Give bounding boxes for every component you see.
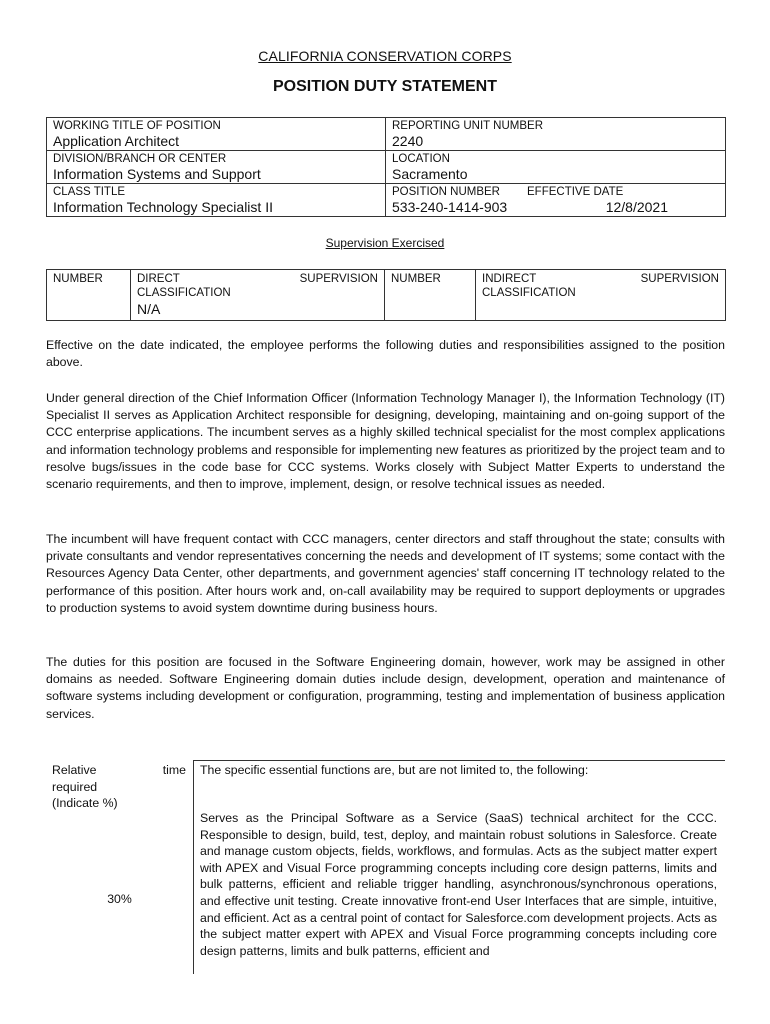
number-label: NUMBER bbox=[53, 273, 103, 285]
relative-label: Relative bbox=[52, 763, 97, 777]
indirect-supervision-label: SUPERVISION bbox=[640, 273, 719, 285]
reporting-unit-label: REPORTING UNIT NUMBER bbox=[392, 120, 544, 132]
duties-top-rule bbox=[194, 760, 725, 761]
direct-label: DIRECT bbox=[137, 273, 180, 285]
direct-classification-label: CLASSIFICATION bbox=[137, 287, 231, 299]
class-title-cell bbox=[47, 184, 386, 217]
indirect-classification-label: CLASSIFICATION bbox=[482, 287, 576, 299]
supervision-heading: Supervision Exercised bbox=[325, 236, 445, 250]
number2-header bbox=[385, 270, 476, 321]
position-date-values bbox=[392, 199, 725, 216]
indirect-label: INDIRECT bbox=[482, 273, 537, 285]
position-number-cell bbox=[386, 184, 726, 217]
paragraph-general-direction: Under general direction of the Chief Information Officer (Information Technology Manager I), the Information Technology (IT) Specialist II serves as Application Architect responsible for designing, developing, maintaining and on-going support of the CCC enterprise applications. The incumbent serves as a highly skilled technical specialist for the most complex applications and information technology problems and responsible for implementing new features as prioritized by the project team and to resolve bugs/issues in the code base for CCC systems. Works closely with Subject Matter Experts to understand the scenario requirements, and then to improve, implement, design, or resolve technical issues as needed. bbox=[46, 391, 725, 492]
paragraph-contacts: The incumbent will have frequent contact with CCC managers, center directors and staff throughout the state; consults with private consultants and vendor representatives concerning the needs and development of IT systems; some contact with the Resources Agency Data Center, other departments, and government agencies' staff concerning IT technology related to the performance of this position. After hours work and, on-call availability may be required to support deployments or upgrades to production systems to avoid system downtime during business hours. bbox=[46, 532, 725, 615]
paragraph-effective: Effective on the date indicated, the employee performs the following duties and responsibilities assigned to the position above. bbox=[46, 338, 725, 370]
position-number-label: POSITION NUMBER bbox=[392, 186, 500, 198]
duties-table bbox=[46, 760, 725, 974]
agency-name: CALIFORNIA CONSERVATION CORPS bbox=[258, 48, 512, 64]
paragraph-domain: The duties for this position are focused in the Software Engineering domain, however, work may be assigned in other domains as needed. Software Engineering domain duties include design, development, operation and maintenance of software systems including development or configuration, programming, testing and implementation of business application services. bbox=[46, 655, 725, 721]
direct-supervision-value: N/A bbox=[137, 301, 161, 317]
reporting-unit-value: 2240 bbox=[392, 133, 424, 149]
working-title-label: WORKING TITLE OF POSITION bbox=[53, 120, 221, 132]
class-title-value: Information Technology Specialist II bbox=[53, 199, 273, 215]
position-info-table bbox=[46, 117, 726, 217]
time-label: time bbox=[162, 763, 186, 777]
direct-supervision-cell bbox=[131, 270, 385, 321]
duties-intro: The specific essential functions are, but are not limited to, the following: bbox=[200, 763, 589, 777]
division-label: DIVISION/BRANCH OR CENTER bbox=[53, 153, 227, 165]
working-title-cell bbox=[47, 118, 386, 151]
reporting-unit-cell bbox=[386, 118, 726, 151]
direct-header bbox=[137, 272, 378, 286]
direct-supervision-label: SUPERVISION bbox=[299, 273, 378, 285]
class-title-label: CLASS TITLE bbox=[53, 186, 126, 198]
division-cell bbox=[47, 151, 386, 184]
indicate-label: (Indicate %) bbox=[52, 796, 118, 810]
working-title-value: Application Architect bbox=[53, 133, 180, 149]
indirect-header bbox=[482, 272, 719, 286]
effective-date-value: 12/8/2021 bbox=[605, 199, 668, 215]
relative-time-header bbox=[52, 762, 186, 812]
division-value: Information Systems and Support bbox=[53, 166, 261, 182]
location-value: Sacramento bbox=[392, 166, 468, 182]
required-label: required bbox=[52, 779, 98, 794]
document-title: POSITION DUTY STATEMENT bbox=[272, 78, 497, 95]
indirect-supervision-cell bbox=[476, 270, 726, 321]
position-number-value: 533-240-1414-903 bbox=[392, 199, 508, 215]
duty-description: Serves as the Principal Software as a Service (SaaS) technical architect for the CCC. Responsible to design, build, test, deploy, and maintain robust solutions in Salesforce. Create and manage custom objects, fields, workflows, and formulas. Acts as the subject matter expert with APEX and Visual Force programming concepts including core design patterns, limits and bulk patterns, efficient and reliable trigger handling, asynchronous/synchronous operations, and effective unit testing. Create innovative front-end User Interfaces that are simple, intuitive, and efficient. Act as a central point of contact for Salesforce.com development projects. Acts as the subject matter expert with APEX and Visual Force programming concepts including core design patterns, limits and bulk patterns, efficient and bbox=[200, 811, 717, 958]
duties-column-divider bbox=[193, 760, 194, 974]
effective-date-label: EFFECTIVE DATE bbox=[527, 186, 624, 198]
number2-label: NUMBER bbox=[391, 273, 441, 285]
number-header bbox=[47, 270, 131, 321]
location-label: LOCATION bbox=[392, 153, 450, 165]
duty-percent: 30% bbox=[107, 892, 132, 906]
position-date-labels bbox=[392, 185, 725, 199]
location-cell bbox=[386, 151, 726, 184]
supervision-table bbox=[46, 269, 726, 321]
